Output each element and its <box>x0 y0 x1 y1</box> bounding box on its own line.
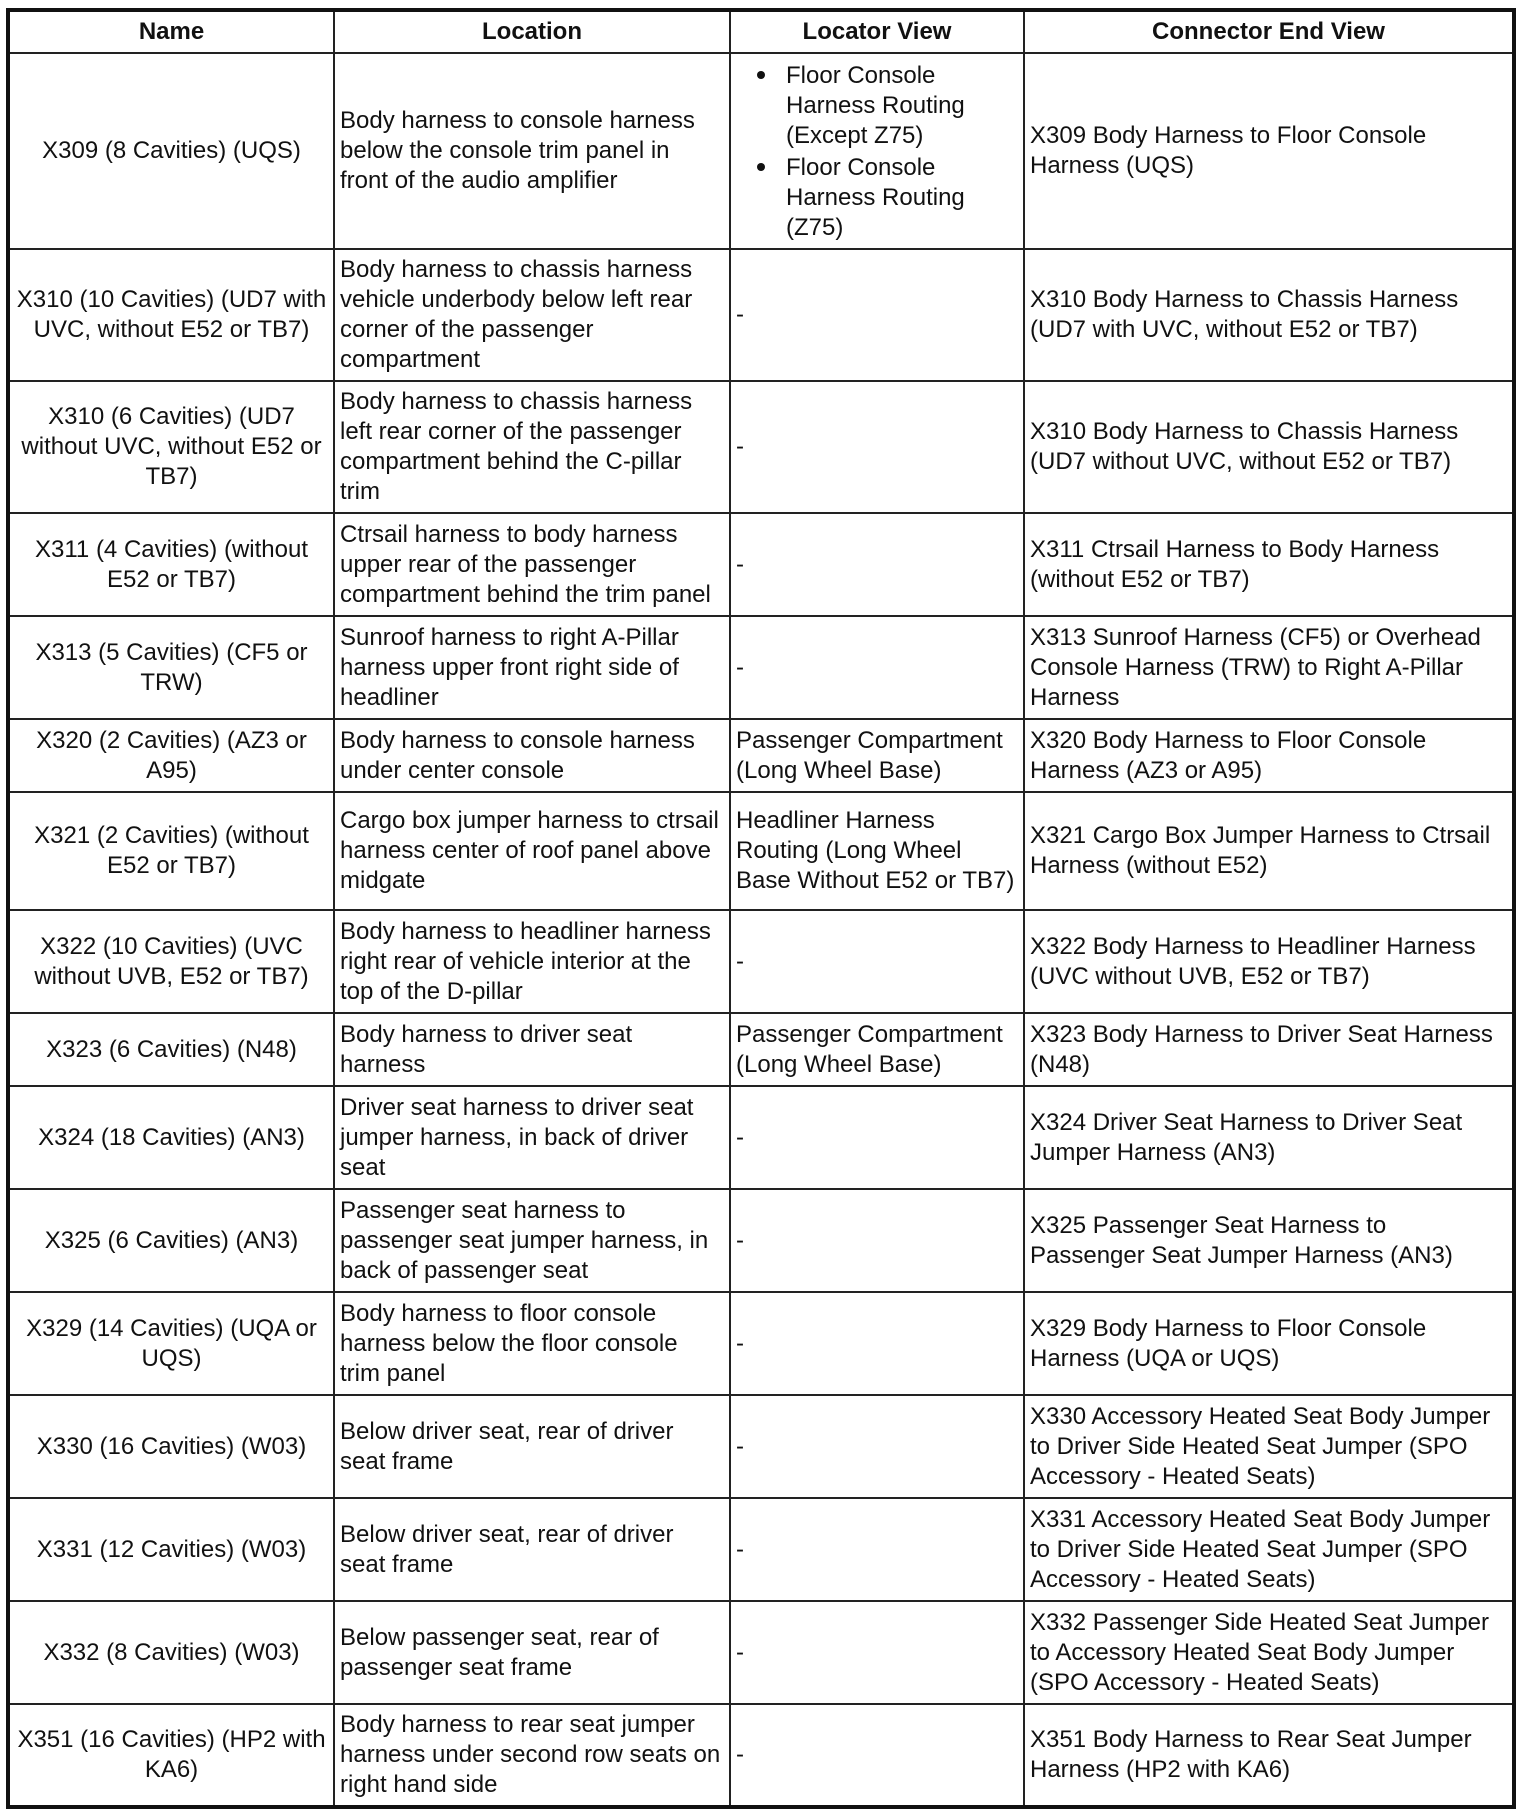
table-row <box>8 719 1514 792</box>
connector-end-view-cell: X330 Accessory Heated Seat Body Jumper to Driver Side Heated Seat Jumper (SPO Accessory - Heated Seats) <box>1024 1395 1514 1498</box>
connector-name-cell: X311 (4 Cavities) (without E52 or TB7) <box>8 513 334 616</box>
location-cell: Passenger seat harness to passenger seat jumper harness, in back of passenger seat <box>334 1189 730 1292</box>
connector-name-cell: X313 (5 Cavities) (CF5 or TRW) <box>8 616 334 719</box>
locator-view-cell: - <box>730 1189 1024 1292</box>
location-cell: Body harness to rear seat jumper harness under second row seats on right hand side <box>334 1704 730 1807</box>
locator-view-cell: - <box>730 1292 1024 1395</box>
column-header-name: Name <box>8 10 334 53</box>
connector-name-cell: X329 (14 Cavities) (UQA or UQS) <box>8 1292 334 1395</box>
locator-view-item: • Floor Console Harness Routing (Z75) <box>780 151 1018 243</box>
connector-end-view-cell: X321 Cargo Box Jumper Harness to Ctrsail Harness (without E52) <box>1024 792 1514 910</box>
connector-name-cell: X322 (10 Cavities) (UVC without UVB, E52 or TB7) <box>8 910 334 1013</box>
connector-name-cell: X330 (16 Cavities) (W03) <box>8 1395 334 1498</box>
location-cell: Below driver seat, rear of driver seat frame <box>334 1395 730 1498</box>
locator-view-cell <box>730 53 1024 249</box>
column-header-locator-view: Locator View <box>730 10 1024 53</box>
locator-view-list <box>736 59 1018 243</box>
connector-end-view-cell: X311 Ctrsail Harness to Body Harness (without E52 or TB7) <box>1024 513 1514 616</box>
locator-view-item: • Floor Console Harness Routing (Except Z75) <box>780 59 1018 151</box>
location-cell: Body harness to chassis harness left rear corner of the passenger compartment behind the C-pillar trim <box>334 381 730 513</box>
location-cell: Sunroof harness to right A-Pillar harness upper front right side of headliner <box>334 616 730 719</box>
location-cell: Cargo box jumper harness to ctrsail harness center of roof panel above midgate <box>334 792 730 910</box>
column-header-connector-end-view: Connector End View <box>1024 10 1514 53</box>
table-row <box>8 1601 1514 1704</box>
table-row <box>8 1498 1514 1601</box>
connector-name-cell: X323 (6 Cavities) (N48) <box>8 1013 334 1086</box>
table-header-row <box>8 10 1514 53</box>
connector-table-container <box>6 8 1516 1809</box>
location-cell: Body harness to console harness below the console trim panel in front of the audio amplifier <box>334 53 730 249</box>
locator-view-cell: - <box>730 1498 1024 1601</box>
locator-view-cell: - <box>730 1395 1024 1498</box>
table-body <box>8 53 1514 1807</box>
connector-name-cell: X309 (8 Cavities) (UQS) <box>8 53 334 249</box>
table-row <box>8 1292 1514 1395</box>
connector-end-view-cell: X324 Driver Seat Harness to Driver Seat Jumper Harness (AN3) <box>1024 1086 1514 1189</box>
table-row <box>8 792 1514 910</box>
connector-name-cell: X351 (16 Cavities) (HP2 with KA6) <box>8 1704 334 1807</box>
connector-name-cell: X324 (18 Cavities) (AN3) <box>8 1086 334 1189</box>
connector-name-cell: X321 (2 Cavities) (without E52 or TB7) <box>8 792 334 910</box>
locator-view-cell: Passenger Compartment (Long Wheel Base) <box>730 719 1024 792</box>
connector-end-view-cell: X310 Body Harness to Chassis Harness (UD7 with UVC, without E52 or TB7) <box>1024 249 1514 381</box>
location-cell: Body harness to console harness under center console <box>334 719 730 792</box>
locator-view-cell: - <box>730 1086 1024 1189</box>
table-row <box>8 381 1514 513</box>
table-row <box>8 1704 1514 1807</box>
connector-name-cell: X310 (6 Cavities) (UD7 without UVC, without E52 or TB7) <box>8 381 334 513</box>
location-cell: Ctrsail harness to body harness upper rear of the passenger compartment behind the trim panel <box>334 513 730 616</box>
connector-end-view-cell: X329 Body Harness to Floor Console Harness (UQA or UQS) <box>1024 1292 1514 1395</box>
location-cell: Below driver seat, rear of driver seat frame <box>334 1498 730 1601</box>
table-row <box>8 513 1514 616</box>
column-header-location: Location <box>334 10 730 53</box>
table-row <box>8 1395 1514 1498</box>
connector-end-view-cell: X351 Body Harness to Rear Seat Jumper Harness (HP2 with KA6) <box>1024 1704 1514 1807</box>
locator-view-cell: - <box>730 1704 1024 1807</box>
location-cell: Body harness to headliner harness right rear of vehicle interior at the top of the D-pillar <box>334 910 730 1013</box>
locator-view-cell: - <box>730 1601 1024 1704</box>
connector-end-view-cell: X309 Body Harness to Floor Console Harness (UQS) <box>1024 53 1514 249</box>
connector-end-view-cell: X323 Body Harness to Driver Seat Harness (N48) <box>1024 1013 1514 1086</box>
locator-view-cell: Headliner Harness Routing (Long Wheel Base Without E52 or TB7) <box>730 792 1024 910</box>
table-row <box>8 910 1514 1013</box>
connector-name-cell: X331 (12 Cavities) (W03) <box>8 1498 334 1601</box>
table-row <box>8 249 1514 381</box>
table-row <box>8 1086 1514 1189</box>
location-cell: Below passenger seat, rear of passenger seat frame <box>334 1601 730 1704</box>
table-row <box>8 1013 1514 1086</box>
location-cell: Body harness to driver seat harness <box>334 1013 730 1086</box>
location-cell: Driver seat harness to driver seat jumper harness, in back of driver seat <box>334 1086 730 1189</box>
connector-end-view-cell: X310 Body Harness to Chassis Harness (UD7 without UVC, without E52 or TB7) <box>1024 381 1514 513</box>
connector-end-view-cell: X331 Accessory Heated Seat Body Jumper to Driver Side Heated Seat Jumper (SPO Accessory - Heated Seats) <box>1024 1498 1514 1601</box>
connector-name-cell: X320 (2 Cavities) (AZ3 or A95) <box>8 719 334 792</box>
table-row <box>8 53 1514 249</box>
connector-end-view-cell: X320 Body Harness to Floor Console Harness (AZ3 or A95) <box>1024 719 1514 792</box>
table-row <box>8 616 1514 719</box>
connector-name-cell: X310 (10 Cavities) (UD7 with UVC, without E52 or TB7) <box>8 249 334 381</box>
connector-end-view-cell: X332 Passenger Side Heated Seat Jumper to Accessory Heated Seat Body Jumper (SPO Accessory - Heated Seats) <box>1024 1601 1514 1704</box>
connector-end-view-cell: X313 Sunroof Harness (CF5) or Overhead Console Harness (TRW) to Right A-Pillar Harness <box>1024 616 1514 719</box>
connector-name-cell: X325 (6 Cavities) (AN3) <box>8 1189 334 1292</box>
connector-end-view-cell: X322 Body Harness to Headliner Harness (UVC without UVB, E52 or TB7) <box>1024 910 1514 1013</box>
location-cell: Body harness to floor console harness below the floor console trim panel <box>334 1292 730 1395</box>
locator-view-cell: Passenger Compartment (Long Wheel Base) <box>730 1013 1024 1086</box>
locator-view-cell: - <box>730 249 1024 381</box>
connector-table <box>6 8 1516 1809</box>
locator-view-cell: - <box>730 910 1024 1013</box>
connector-end-view-cell: X325 Passenger Seat Harness to Passenger Seat Jumper Harness (AN3) <box>1024 1189 1514 1292</box>
table-row <box>8 1189 1514 1292</box>
connector-name-cell: X332 (8 Cavities) (W03) <box>8 1601 334 1704</box>
locator-view-cell: - <box>730 381 1024 513</box>
locator-view-cell: - <box>730 513 1024 616</box>
locator-view-cell: - <box>730 616 1024 719</box>
location-cell: Body harness to chassis harness vehicle underbody below left rear corner of the passenger compartment <box>334 249 730 381</box>
